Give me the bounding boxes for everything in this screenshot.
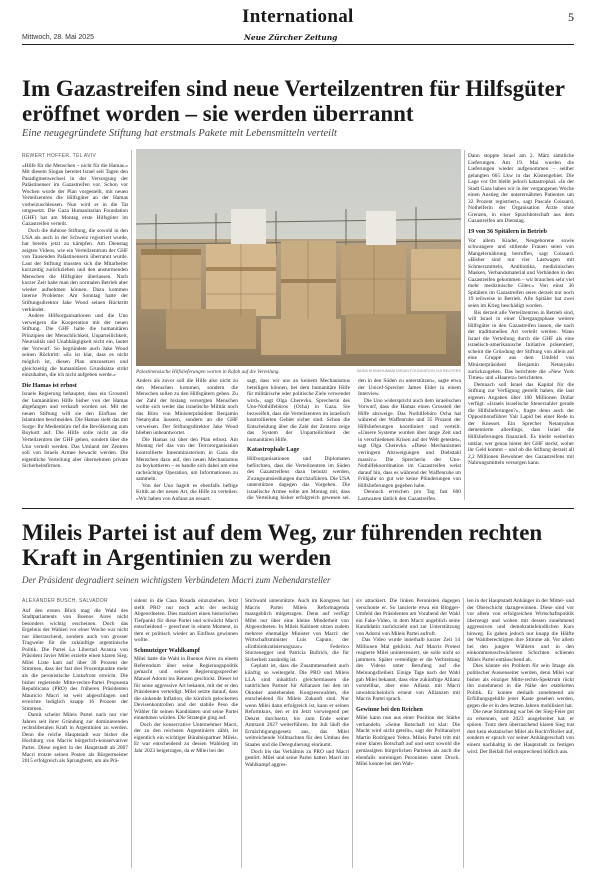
paragraph: Milei kann nun aus einer Position der Stärke verhandeln. «Seine Botschaft ist klar: Die Macht wird nicht geteilt», sagt der Politanalyst Martín Rodríguez Yebra. Mileis Partei tritt mit einer klaren Botschaft auf und setzt sowohl die gemässigten bürgerlichen Parteien als auch die ebenfalls unreinigen Peronisten unter Druck. Milei konnte bei den Wah- [356,715,460,768]
newspaper-name: Neue Zürcher Zeitung [244,33,338,42]
paragraph: Stichwahl unterstützte. Auch im Kongress hat Macris Partei Mileis Reformagenda massgeblich mitgetragen. Denn auf verfügt Milei nur über eine kleine Minderheit von Abgeordneten. In Mileis Kabinett sitzen zudem mehrere ehemalige Minister von Macri: der Wirtschaftsminister Luis Caputo, der «Entbürokratisierungszar» Federico Sturzenegger und Patricia Bullrich, die für Sicherheit zuständig ist. [245,598,349,663]
column-rule [352,598,353,868]
section-title: International [242,6,354,27]
article1-byline: REWERT HOFFER, TEL AVIV [22,153,97,159]
paragraph: siv attackiert. Die linken Peronisten dagegen verschonte er. So lancierte etwa ein Blogger-Umfeld des Präsidenten am Vorabend der Wahl ein Fake-Video, in dem Macri angeblich seine Kandidatin zurückzieht und zur Unterstützung von Adorni von Mileis Partei aufruft. [356,598,460,637]
subheading: 19 von 36 Spitälern in Betrieb [468,228,547,236]
article2-byline: ALEXANDER BUSCH, SALVADOR [22,598,108,604]
article-photo [136,149,461,366]
page-header [22,6,574,45]
paragraph: Demnach soll Israel das Kapital für die Stiftung zur Verfügung gestellt haben, die laut eigenen Angaben über 100 Millionen Dollar verfügt. «Israels israelische Steuerzahler gerade die Hilfslieferungen?», fragte denn auch der Oppositionsführer Yair Lapid bei einer Rede in der Knesset. Ein Sprecher Netanyahus dementierte allerdings, dass Israel die Hilfslieferungen finanziell. Es bleibt weiterhin unklar, wer genau hinter der GHF steckt, woher ihr Geld kommt – und ob die Stiftung derzeit all 2,2 Millionen Bewohner des Gazastreifens mit Nahrungsmitteln versorgen kann. [468,381,574,467]
paragraph: Von der Uno hagelt es ebenfalls heftige Kritik an der neuen Art, die Hilfe zu verteilen. «Wir haben von Anfang an gesagt, [136,482,238,500]
subheading: Schmutziger Wahlkampf [134,646,200,654]
article2-subheadline: Der Präsident degradiert seinen wichtigsten Verbündeten Macri zum Nebendarsteller [22,575,331,585]
article1-column-4 [358,378,461,500]
article1-column-5 [468,153,574,501]
paragraph: Andere Hilfsorganisationen und die Uno verweigern die Kooperation mit der neuen Stiftung. Die GHF halte die humanitären Prinzipien der Menschlichkeit, Unparteilichkeit, Neutralität und Unabhängigkeit nicht ein, lautet der Vorwurf. So begründete auch Jake Wood seinen Rücktritt: «Es ist klar, dass es nicht möglich ist, diesen Plan umzusetzen und gleichzeitig die humanitären Grundsätze strikt einzuhalten, die ich nicht aufgeben werde.» [22,313,128,379]
article2-column-5 [467,598,574,868]
subheading: Katastrophale Lage [247,446,300,454]
paragraph: Damit scheint Mileis Partei nach nur vier Jahren seit ihrer Gründung zur dominierenden rechtsliberalen Kraft in Argentinien zu werden. Denn die reiche Hauptstadt war bisher die Hochburg von Macris bürgerlich-konservativer Partei. Diese regiert in der Hauptstadt ab 2007 Macri trotzte seinen Posten als Bürgermeister 2015 erfolgreich als Sprungbrett, um als Prä- [22,712,128,765]
paragraph: Anders als zuvor soll die Hilfe also nicht zu den Menschen kommen, sondern die Menschen sollen zu den Hilfsgütern gehen. Zu der Zahl der bislang versorgten Menschen wollte sich weder das israelische Militär noch das Büro von Ministerpräsident Benjamin Netanyahu äussern, sondern an die GHF verweisen. Der Stiftungsdirektor Jake Wood blieben unbeantwortet. [136,378,238,437]
photo-rafah-aid-pallets [136,149,461,366]
article1-headline: Im Gazastreifen sind neue Verteilzentren für Hilfsgüter eröffnet worden – sie werden überrannt [22,76,565,126]
article2-headline: Mileis Partei ist auf dem Weg, zur führenden rechten Kraft in Argentinien zu werden [22,520,543,570]
paragraph: Die Uno widerspricht auch dem israelischen Vorwurf, dass die Hamas einen Grossteil der Hilfe abzweige. Das Nothilfebüro Ocha hat während der Waffenruhe und 35 Prozent der Hilfslieferungen koordiniert und verteilt. «Unsere Systeme wurden über lange Zeit und in verschiedenen Krisen auf der Welt getestet», sagt Olga Cherevko. «Diese Mechanismen verringern Abzweigungen und Diebstahl massiv.» Die Sprecherin der Uno-Nothilfekoordination im Gazastreifen weist darauf hin, dass es während der Waffenruhe im Frühjahr so gut wie keine Plünderungen von Hilfslieferungen gegeben habe. [358,397,461,489]
column-rule [241,598,242,868]
paragraph: Geplant ist, dass die Zusammenarbeit auch künftig so weitergeht. Die PRO und Mileis LLA sind inhaltlich gleichermassen die natürlichen Partner für Allianzen bei den im Oktober anstehenden Kongresswahlen, die entscheidend für Mileis Zukunft sind. Nur wenn Milei dann erfolgreich ist, kann er seinen Reformkurs, den er im Jetzt vorwiegend per Dekret durchsetzt, bis zum Ende seiner Amtszeit 2027 weiterführen. Im Juli läuft die Ermächtigungsgesetz aus, das Milei weitreichende Vollmachten für den Umbau des Staates und die Deregulierung einräumt. [245,663,349,749]
paragraph: Dennoch erreichen pro Tag fast 600 Lastwagen täglich den Gazastreifen. [358,489,461,500]
paragraph: Bis derzeit alle Verteilzentren in Betrieb sind, will Israel in einer Übergangsphase weitere Hilfsgüter in den Gazastreifen lassen, die nach der traditionellen Art verteilt werden. Wann Israel die Verteilung durch die GHF als eine israelisch-amerikanische Initiative präsentiert, scheint die Gründung der Stiftung von allein auf eine Gruppe aus dem Umfeld von Ministerpräsident Benjamin Netanyahu zurückzugehen. Das berichtete die «New York Times» und «Haaretz» berichteten. [468,309,574,382]
subheading: Die Hamas ist erbost [22,381,77,389]
paragraph: Milei hatte die Wahl in Buenos Aires zu einem Referendum über seine Regierungspolitik gemacht und seinen Regierungssprecher Manuel Adorni ins Rennen geschickt. Dieser ist für seine aggressive Art bekannt, mit der er den Präsidenten verteidigt. Milei setzte darauf, dass die sinkende Inflation, die kürzlich gelockerten Devisenkontrollen und der stabile Peso die Wähler für seinen Kandidaten und seine Partei einnehmen würden. Die Strategie ging auf. [134,656,238,722]
subheading: Gewinne bei den Reichen [356,705,423,713]
article2-column-2 [134,598,238,868]
column-rule [131,150,132,500]
article2-column-1 [22,598,128,868]
article1-column-3 [247,378,350,500]
paragraph: den in den Süden zu unterstützen», sagte etwa der Unicef-Sprecher James Elder in einem Interview. [358,378,461,398]
paragraph: Die Hamas ist über den Plan erbost. Am Montag rief das von der Terrororganisation kontrollierte Innenministerium in Gaza die Menschen dazu auf, den neuen Mechanismus zu boykottieren – es handle sich dabei um eine rachsüchtige Operation, um Informationen zu sammeln. [136,436,238,483]
paragraph: Die neue Stimmung war bei der Sieg-Feier gut zu erkennen, seit 2023 ausgebreitet hat: er spüren. Trotz dem überraschend klaren Sieg trat dort kein ekstatischer Milei als Rock'n'Roller auf, sondern er sprach vor seiner Anhängerschaft von einem nachhaltig in der Hauptstadt zu festigen wird. Der Beifall fiel entsprechend höflich aus. [467,709,574,755]
article2-column-3 [245,598,349,868]
article1-subheadline: Eine neugegründete Stiftung hat erstmals Pakete mit Lebensmitteln verteilt [22,128,337,139]
column-rule [464,150,465,500]
paragraph: sagt, dass wir uns an keinem Mechanismus beteiligen können, bei dem humanitäre Hilfe für militärische oder politische Ziele verwendet wird», sagt Olga Cherevko, Sprecherin des Uno-Nothilfebüros (Ocha) in Gaza. Sie bezweifelt, dass die Verteilzentren im israelisch kontrollierten Gebiet sicher sind. Schon die Entscheidung über die Zahl der Zentren zeige das System der Unparteilichkeit der humanitären Hilfe. [247,378,350,443]
paragraph: Doch der konservative Unternehmer Macri, der zu den reichsten Argentiniern zählt, ist eigentlich ein wichtiger Bündnispartner Mileis. Er war entscheidend zu dessen Wahlsieg im Jahr 2023 beigetragen, da er Milei bei der [134,721,238,755]
article2-column-4 [356,598,460,868]
article-divider [22,508,574,509]
paragraph: len in der Hauptstadt Anhänger in der Mittel- und der Oberschicht dazugewinnen. Diese sind vor vor allem von erfolgreichen Wirtschaftspolitik überzeugt und wohen mit dessen zunehmend aggressiven und demokratiefeindlichen Kurs hinweg. Es gaben jedoch nur knapp die Hälfte der Wahlberechtigten ihre Stimme ab. Vor allem bei den jungen Wählern und in den einkommensschwächeren Schichten schienen Mileis Partei enttäuschend ab. [467,598,574,663]
paragraph: Vor allem Kinder, Neugeborene sowie schwangere und stillende Frauen seien von Mangelernährung betroffen, sagt Coissard. «Bisher sind nur vier Lastwagen mit Schmerzmitteln, Antibiotika, medizinischen Masken, Verbandsmaterial und Verbänden in den Gazastreifen gekommen – wir brauchen sehr viel mehr medizinische Güter.» Von einst 36 Spitälern im Gazastreifen seien derzeit nur noch 19 teilweise in Betrieb. Alle Spitäler hat zwei seien im Krieg beschädigt worden. [468,237,574,310]
page-number: 5 [568,10,574,24]
paragraph: «Hilfe für die Menschen – nicht für die Hamas.» Mit diesem Slogan bereitet Israel seit Tagen den Paradigmenwechsel in der Versorgung der Palästinenser im Gazastreifen vor. Schon vor Wochen wurde der Plan vorgestellt, mit neuen Verteilzentren die Hilfsgüter an der Hamas vorbeizuschleusen. Nun wird er in die Tat umgesetzt. Die Gaza Humanitarian Foundation (GHF) hat am Montag erste Hilfsgüter im Gazastreifen verteilt. [22,162,128,228]
article1-column-2 [136,378,238,500]
paragraph: Dies könnte ein Problem für sein Image als politischer Aussenseiter werden, denn Milei war bisher als einziger Mitte-rechts-Spektrum rückt ihn zunehmend in die Nähe der etablierten Politik. Er konnte deshalb zunehmend als Erfüllungsgehilfe jener Kaste gesehen werden, gegen die er in den letzten Jahren mobilisiert hat. [467,663,574,709]
column-rule [131,598,132,868]
paragraph: sident in die Casa Rosada einzuziehen. Jetzt stellt PRO nur noch acht der sechzig Abgeordneten. Dies markiert einen historischen Tiefpunkt für diese Partei und schwächt Macri entscheidend – gerechnet in einem Moment, in dem er politisch wieder an Einfluss gewinnen wollte. [134,598,238,644]
paragraph: Auf den ersten Blick mag die Wahl des Stadtparlaments von Buenos Aires nicht besonders wichtig erscheinen. Doch das Ergebnis der Wahlen vor einer Woche war nicht nur überraschend, sondern auch von grosser Tragweite für die zukünftige argentinische Politik. Die Partei La Libertad Avanza von Präsident Javier Milei erzielte einen klaren Sieg. Milei Liste kam auf über 30 Prozent der Stimmen, dass der fast drei Prozentpunkte mehr als die peronistische Linksfront erreicht. Die bisher regierende Mitte-rechts-Partei Propuesta Republicana (PRO) des früheren Präsidenten Mauricio Macri ist weit abgeschlagen und erreichte lediglich knapp 16 Prozent der Stimmen. [22,607,128,712]
paragraph: Dann stoppte Israel am 2. März sämtliche Lieferungen. Am 19. Mai wurden die Lieferungen wieder aufgenommen – seither gelangten 665 Lkw in das Küstengebiet. Die Lage vor Ort bleibt jedoch katastrophal. «In der Stadt Gaza haben wir in der vergangenen Woche einen Anstieg der unterernährten Patienten um 32 Prozent registriert», sagt Pascale Coissard, Nothelferin der Organisation Ärzte ohne Grenzen, in einer Sprachbotschaft aus dem Gazastreifen am Dienstag. [468,153,574,225]
photo-credit: SAIDA KHAN/HUMANITARIAN FOUNDATION VIA REUTERS [356,369,461,373]
photo-caption [136,369,461,375]
paragraph: Israels Regierung behauptet, dass ein Grossteil der humanitären Hilfe bisher von der Hamas abgefangen und verkauft worden sei. Mit der neuen Stiftung will sie den Einfluss der Islamisten beschneiden. Die Hamas sieht das mit Sorge: Ihr Medienbüro rief die Bevölkerung zum Boykott auf. Die Hilfe solle nicht an die Verteilzentren der GHF gehen, sondern über die Uno verteilt werden. Das Umland der Zentren soll von Israels Armee bewacht werden. Die eigentliche Verteilung aber übernehmen private Sicherheitsfirmen. [22,391,128,470]
paragraph: Doch die dubiose Stiftung, die sowohl in den USA als auch in der Schweiz registriert wurde, hat bereits jetzt zu kämpfen. Am Dienstag zeigten Videos, wie ein Verteilzentrum der GHF von Tausenden Palästinensern überrannt wurde. Laut der Stiftung mussten sich die Mitarbeiter kurzzeitig zurückziehen und den ansturmenden Menschen die Hilfsgüter überlassen. Nach kurzer Zeit habe man den normalen Betrieb aber wieder aufnehmen können. Dazu kommen interne Probleme: Am Sonntag hatte der Stiftungsdirektor Jake Wood seinen Rücktritt verkündet. [22,228,128,313]
article1-column-1 [22,153,128,501]
issue-date: Mittwoch, 28. Mai 2025 [22,34,94,41]
column-rule [463,598,464,868]
paragraph: Das Video wurde innerhalb kurzer Zeit 14 Millionen Mal geklickt. Auf Macris Protest reagierte Milei uninteressiert, sie solle nicht so jammern. Später verteidigte er die Verbreitung des Videos unter Berufung auf die Meinungsfreiheit. Einige Tage nach der Wahl gab Milei bekannt, dass eine zukünftige Allianz vorstellbar, aber eine Allianz mit Macri unwahrscheinlich erneut von Allianzen mit Macris Partei sprach. [356,637,460,703]
paragraph: Hilfsorganisationen und Diplomaten befürchten, dass die Verteilzentren im Süden des Gazastreifens dazu benutzt werden, Zwangsumsiedlungen durchzuführen. Die USA unterstützen dagegen das Vorgehen. Die israelische Armee teilte am Montag mit, dass die Verteilung bisher erfolgreich gewesen sei. [247,456,350,500]
caption-text: Palestinensische Hilfslieferungen warten in Rafah auf die Verteilung. [136,369,280,375]
paragraph: Doch bis das Verhältnis zu PRO und Macri gestört. Milei und seine Partei hatten Macri im Wahlkampf aggres- [245,748,349,768]
